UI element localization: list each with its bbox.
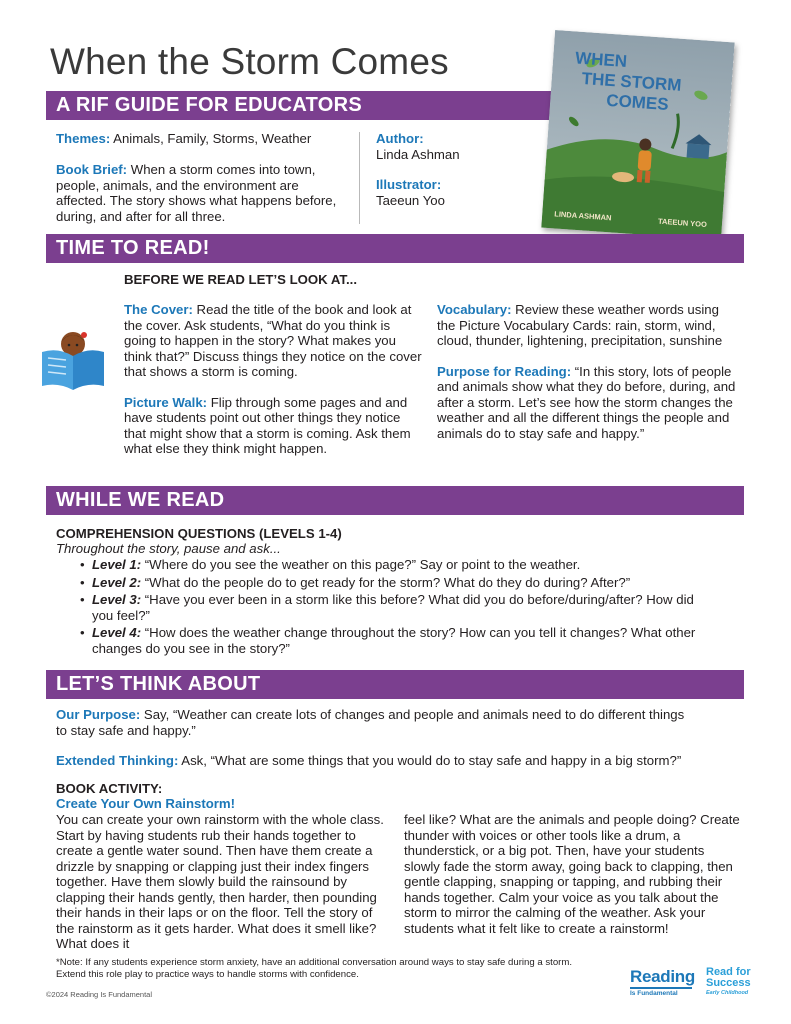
levels-list — [70, 557, 710, 658]
purpose-reading-text: “In this story, lots of people and animals show what they do before, during, and after a storm. Let’s see how the storm changes the weather and all the different things the people and animals do to stay safe and happy.” — [437, 363, 736, 441]
book-cover-image — [541, 30, 734, 240]
logo-divider — [700, 966, 704, 1002]
cover-author: LINDA ASHMAN — [553, 209, 612, 223]
cover-title-line2: THE STORM — [581, 68, 683, 95]
book-activity-heading: BOOK ACTIVITY: — [56, 781, 163, 796]
rif-logo-underline — [630, 987, 692, 989]
list-item — [70, 575, 710, 591]
rif-logo-main: Reading — [630, 967, 695, 986]
cover-label: The Cover: — [124, 302, 193, 317]
illustrator-label: Illustrator: — [376, 177, 442, 192]
copyright: ©2024 Reading Is Fundamental — [46, 990, 153, 999]
intro-divider — [359, 132, 360, 224]
illustrator-block — [376, 177, 526, 208]
section-bar-guide: A RIF GUIDE FOR EDUCATORS — [46, 91, 556, 120]
our-purpose-paragraph — [56, 707, 696, 738]
book-brief-label: Book Brief: — [56, 162, 128, 177]
list-item — [70, 625, 710, 656]
level-text: “How does the weather change throughout the story? How can you tell it changes? What other changes do you see in the story?” — [92, 625, 696, 656]
level-label: Level 4: — [92, 625, 142, 640]
rif-logo-sub: Is Fundamental — [630, 990, 678, 997]
cover-illustrator: TAEEUN YOO — [657, 216, 708, 230]
cover-paragraph — [124, 302, 424, 380]
activity-column-right: feel like? What are the animals and people doing? Create thunder with voices or other tools like a drum, a thunderstick, or a big pot. Then, have your students slowly fade the storm away, going back to clapping, then gentle clapping, snapping or tapping, and rubbing their hands together. Calm your voice as you talk about the storm to mirror the calming of the weather. Ask your students what it felt like to create a rainstorm! — [404, 812, 740, 936]
rfs-line1: Read for — [706, 966, 751, 978]
before-read-heading: BEFORE WE READ LET’S LOOK AT... — [124, 272, 357, 287]
vocabulary-label: Vocabulary: — [437, 302, 512, 317]
extended-thinking-label: Extended Thinking: — [56, 753, 179, 768]
picture-walk-text: Flip through some pages and and have students point out other things they notice that might show that a storm is coming. Ask them what else they think might happen. — [124, 394, 411, 456]
read-for-success-logo — [706, 967, 766, 997]
level-text: “What do the people do to get ready for the storm? What do they do during? After?” — [141, 574, 631, 590]
activity-title: Create Your Own Rainstorm! — [56, 796, 236, 811]
rfs-line2: Success — [706, 977, 751, 989]
section-bar-think-about: LET’S THINK ABOUT — [46, 670, 744, 699]
section-bar-while-we-read: WHILE WE READ — [46, 486, 744, 515]
our-purpose-label: Our Purpose: — [56, 707, 141, 722]
book-cover-illustration — [541, 30, 734, 240]
list-item — [70, 592, 710, 623]
section-bar-time-to-read: TIME TO READ! — [46, 234, 744, 263]
activity-column-left: You can create your own rainstorm with the whole class. Start by having students rub their hands together to create a gentle water sound. Then have them create a drizzle by snapping or clapping just their index fingers together. Have them slowly build the rainsound by clapping their hands gently, then harder, then pounding their hands in their laps or on the floor. Tell the story of the rainstorm as it gets harder. What does it smell like? What does it — [56, 812, 384, 951]
level-label: Level 1: — [92, 557, 142, 572]
footer-note: *Note: If any students experience storm anxiety, have an additional conversation around ways to stay safe during a storm. Extend this role play to practice ways to handle storms with confidence. — [56, 957, 573, 980]
author-block — [376, 131, 526, 162]
cover-title-line1: WHEN — [574, 48, 628, 72]
picture-walk-paragraph — [124, 395, 424, 457]
comprehension-heading: COMPREHENSION QUESTIONS (LEVELS 1-4) — [56, 526, 342, 541]
picture-walk-label: Picture Walk: — [124, 394, 208, 410]
cover-text: Read the title of the book and look at the cover. Ask students, “What do you think is going to happen in the story? What makes you think that?” Discuss things they notice on the cover that shows a storm is coming. — [124, 302, 422, 379]
level-label: Level 2: — [92, 574, 142, 590]
rif-logo — [630, 968, 696, 1002]
vocabulary-paragraph — [437, 302, 739, 349]
purpose-reading-label: Purpose for Reading: — [437, 363, 572, 379]
page-title: When the Storm Comes — [50, 41, 449, 82]
read-left-column — [124, 302, 424, 457]
rfs-line3: Early Childhood — [706, 990, 749, 996]
book-brief-text: When a storm comes into town, people, animals, and the environment are affected. The story shows what happens before, during, and after for all three. — [56, 162, 337, 224]
book-brief-paragraph — [56, 162, 346, 224]
reading-child-icon — [40, 322, 106, 392]
illustrator-name: Taeeun Yoo — [376, 192, 445, 208]
our-purpose-text: Say, “Weather can create lots of changes and people and animals need to do different things to stay safe and happy.” — [56, 707, 685, 738]
purpose-reading-paragraph — [437, 364, 739, 442]
list-item — [70, 557, 710, 573]
cover-title-line3: COMES — [605, 90, 670, 115]
themes-label: Themes: — [56, 131, 111, 146]
level-text: “Have you ever been in a storm like this before? What did you do before/during/after? How did you feel?” — [92, 592, 694, 623]
author-name: Linda Ashman — [376, 146, 460, 162]
extended-thinking-text: Ask, “What are some things that you would do to stay safe and happy in a big storm?” — [178, 753, 682, 768]
author-label: Author: — [376, 131, 424, 146]
read-right-column — [437, 302, 739, 441]
themes-text: Animals, Family, Storms, Weather — [110, 131, 312, 146]
level-label: Level 3: — [92, 592, 142, 607]
level-text: “Where do you see the weather on this page?” Say or point to the weather. — [141, 557, 581, 572]
themes-paragraph — [56, 131, 346, 147]
vocabulary-text: Review these weather words using the Picture Vocabulary Cards: rain, storm, wind, cloud, thunder, lightening, precipitation, sunshine — [437, 302, 723, 348]
extended-thinking-paragraph — [56, 753, 756, 769]
comprehension-subheading: Throughout the story, pause and ask... — [56, 541, 281, 556]
